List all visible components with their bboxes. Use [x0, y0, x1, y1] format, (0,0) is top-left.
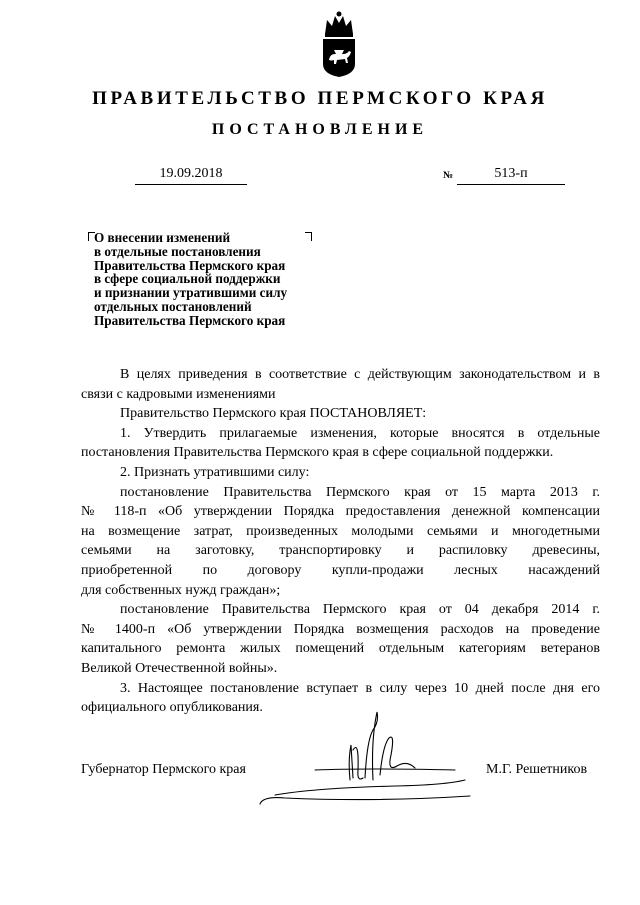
- repealed-1-line: на возмещение затрат, произведенных молодыми семьями и многодетными: [81, 523, 600, 539]
- document-type: ПОСТАНОВЛЕНИЕ: [211, 121, 429, 138]
- signatory-name: М.Г. Решетников: [486, 762, 588, 777]
- subject-line: в отдельные постановления: [94, 243, 261, 259]
- preamble-paragraph: В целях приведения в соответствие с действующим законодательством и в связи с кадровыми изменениями: [81, 367, 600, 402]
- item-2-paragraph: 2. Признать утратившими силу:: [120, 464, 310, 480]
- repealed-1-line: семьями на заготовку, транспортировку и распиловку древесины,: [81, 543, 600, 559]
- subject-line: Правительства Пермского края: [94, 312, 286, 328]
- signatory-role: Губернатор Пермского края: [81, 762, 246, 777]
- subject-line: отдельных постановлений: [94, 298, 252, 314]
- repealed-1-line: постановление Правительства Пермского края от 15 марта 2013 г.: [120, 484, 600, 500]
- item-1-paragraph: 1. Утвердить прилагаемые изменения, которые вносятся в отдельные постановления Правительства Пермского края в сфере социальной поддержки.: [81, 425, 600, 461]
- repealed-1-line: для собственных нужд граждан»;: [81, 582, 281, 598]
- item-3-paragraph: 3. Настоящее постановление вступает в силу через 10 дней после дня его официального опубликования.: [81, 680, 600, 716]
- organization-title: ПРАВИТЕЛЬСТВО ПЕРМСКОГО КРАЯ: [92, 88, 548, 109]
- handwritten-signature: [255, 700, 475, 820]
- document-date: 19.09.2018: [159, 166, 223, 181]
- number-sign: №: [443, 170, 454, 181]
- repealed-2-line: капитального ремонта жилых помещений отдельным категориям ветеранов: [81, 641, 600, 657]
- resolution-paragraph: Правительство Пермского края ПОСТАНОВЛЯЕТ:: [120, 406, 427, 422]
- subject-block: [94, 231, 334, 328]
- perm-krai-coat-of-arms-icon: [319, 10, 359, 78]
- repealed-2-line: постановление Правительства Пермского края от 04 декабря 2014 г.: [120, 602, 600, 618]
- repealed-1-line: № 118-п «Об утверждении Порядка предоставления денежной компенсации: [81, 504, 600, 520]
- repealed-1-line: приобретенной по договору купли-продажи лесных насаждений: [81, 562, 600, 578]
- document-number: 513-п: [494, 166, 528, 181]
- subject-line: и признании утратившими силу: [94, 285, 288, 301]
- subject-line: О внесении изменений: [94, 230, 231, 245]
- subject-line: в сфере социальной поддержки: [94, 271, 281, 287]
- repealed-2-line: Великой Отечественной войны».: [81, 660, 278, 676]
- repealed-2-line: № 1400-п «Об утверждении Порядка возмещения расходов на проведение: [81, 621, 600, 637]
- document-body: [81, 365, 600, 718]
- subject-line: Правительства Пермского края: [94, 257, 286, 273]
